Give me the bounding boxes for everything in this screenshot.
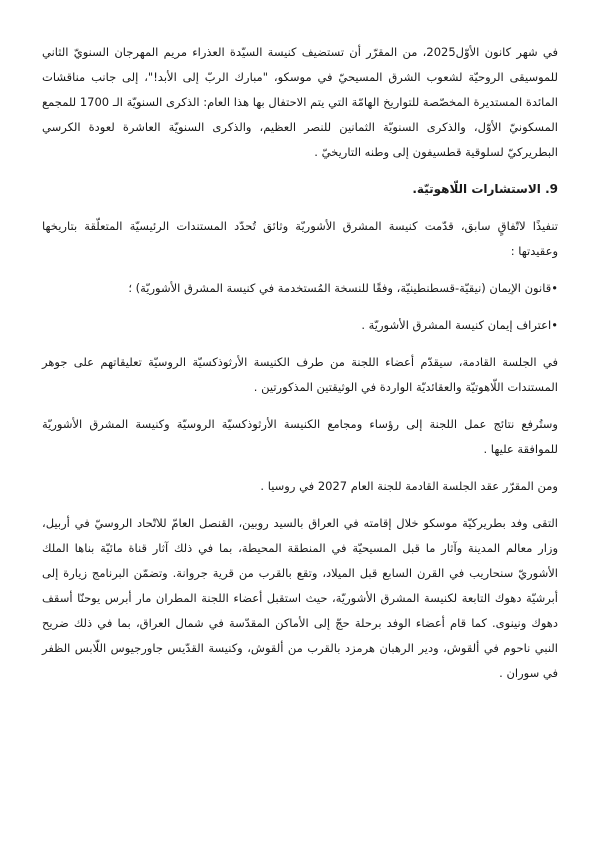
bullet-item-confession-of-faith: •اعتراف إيمان كنيسة المشرق الأشوريّة . [361,318,558,332]
paragraph-music-festival: في شهر كانون الأوّل2025، من المقرّر أن تستضيف كنيسة السيّدة العذراء مريم المهرجان السنويّ الثاني للموسيقى الروحيّة لشعوب الشرق المسيحيّ في موسكو، "مبارك الربّ إلى الأبد!"، إلى جانب مناقشات المائدة المستديرة المخصّصة للتواريخ الهامّة التي يتم الاحتفال بها هذا العام: الذكرى السنويّة الـ 1700 للمجمع المسكونيّ الأوّل، والذكرى السنويّة الثمانين للنصر العظيم، والذكرى السنويّة العاشرة لعودة الكرسي البطريركيّ لسلوقية قطسيفون إلى وطنه التاريخيّ . [42,45,558,159]
paragraph-documents-presented: تنفيذًا لاتّفاقٍ سابق، قدّمت كنيسة المشرق الأشوريّة وثائق تُحدّد المستندات الرئيسيّة المتعلّقة بتاريخها وعقيدتها : [42,219,558,258]
paragraph-2027-session: ومن المقرّر عقد الجلسة القادمة للجنة العام 2027 في روسيا . [260,479,558,493]
section-heading-theological-consultations: 9. الاستشارات اللّاهوتيّة. [412,182,558,196]
bullet-item-creed: •قانون الإيمان (نيقيّة-قسطنطينيّة، وفقًا للنسخة المُستخدمة في كنيسة المشرق الأشوريّة) ؛ [128,281,558,295]
paragraph-delegation-visit: التقى وفد بطريركيّة موسكو خلال إقامته في العراق بالسيد روبين، القنصل العامّ للاتّحاد الروسيّ في أربيل، وزار معالم المدينة وآثار ما قبل المسيحيّة في المنطقة المحيطة، بما في ذلك آثار قناة مائيّة بناها الملك الأشوريّ سنحاريب في القرن السابع قبل الميلاد، وتقع بالقرب من قرية جروانة. وتضمّن البرنامج زيارة إلى أبرشيّة دهوك التابعة لكنيسة المشرق الأشوريّة، حيث استقبل أعضاء اللجنة المطران مار أبرس يوحنّا أسقف دهوك ونينوى. كما قام أعضاء الوفد برحلة حجّ إلى الأماكن المقدّسة في شمال العراق، بما في ذلك ضريح النبي ناحوم في ألقوش، ودير الرهبان هرمزد بالقرب من ألقوش، وكنيسة القدّيس جاورجيوس اللّابس الظفر في سوران . [42,516,558,680]
paragraph-next-session: في الجلسة القادمة، سيقدّم أعضاء اللجنة من طرف الكنيسة الأرثوذكسيّة الروسيّة تعليقاتهم على جوهر المستندات اللّاهوتيّة والعقائديّة الواردة في الوثيقتين المذكورتين . [42,355,558,394]
document-page [42,40,558,698]
paragraph-results: وستُرفع نتائج عمل اللجنة إلى رؤساء ومجامع الكنيسة الأرثوذكسيّة الروسيّة وكنيسة المشرق الأشوريّة للموافقة عليها . [42,417,558,456]
